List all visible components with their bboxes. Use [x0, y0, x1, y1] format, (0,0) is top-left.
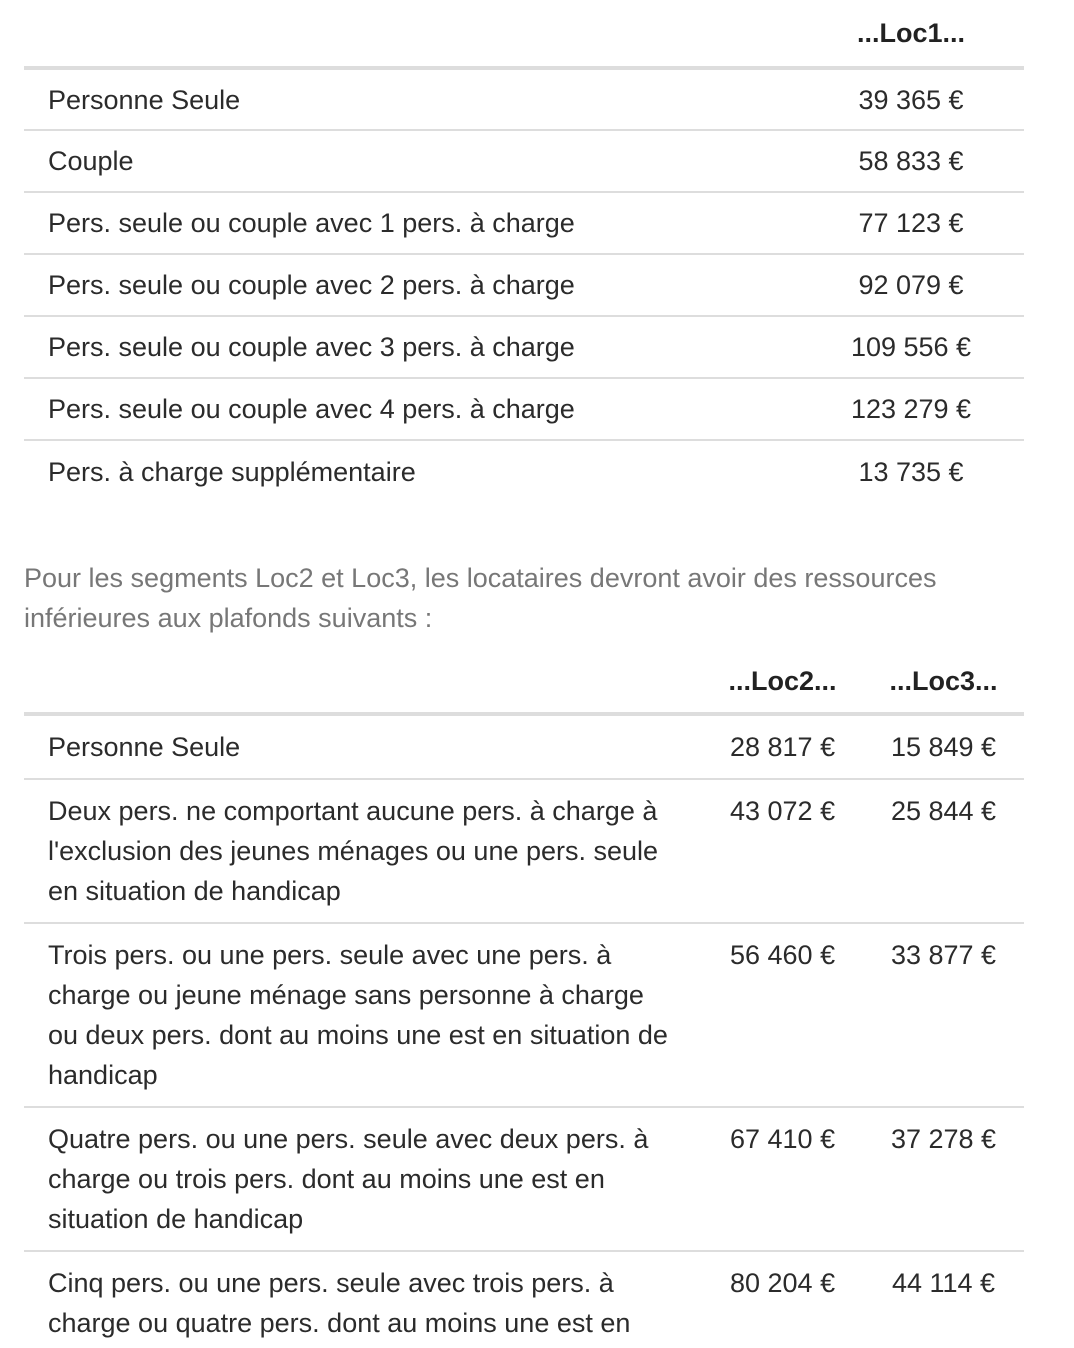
household-label-text: Deux pers. ne comportant aucune pers. à charge à l'exclusion des jeunes ménages ou une pers. seule en situation de handicap [48, 796, 659, 906]
table-row [24, 130, 1024, 192]
household-label [24, 1107, 702, 1251]
household-label [24, 1251, 702, 1348]
table-row [24, 1251, 1024, 1348]
household-label: Pers. à charge supplémentaire [48, 456, 416, 487]
loc2-value: 43 072 € [702, 779, 863, 923]
empty-header-cell [24, 652, 702, 714]
loc2-column-header: ...Loc2... [702, 652, 863, 714]
loc1-income-table [24, 0, 1024, 502]
intro-paragraph: Pour les segments Loc2 et Loc3, les locataires devront avoir des ressources inférieures aux plafonds suivants : [24, 563, 937, 633]
table-row [24, 192, 1024, 254]
loc2-value: 56 460 € [702, 923, 863, 1107]
table-row [24, 316, 1024, 378]
loc2-value: 67 410 € [702, 1107, 863, 1251]
table-row [24, 714, 1024, 779]
household-label-text: Quatre pers. ou une pers. seule avec deux pers. à charge ou trois pers. dont au moins une est en situation de handicap [48, 1124, 649, 1234]
table-row [24, 440, 1024, 502]
loc1-value: 123 279 € [798, 378, 1024, 440]
loc3-value: 33 877 € [863, 923, 1024, 1107]
household-label-text: Trois pers. ou une pers. seule avec une pers. à charge ou jeune ménage sans personne à charge ou deux pers. dont au moins une est en situation de handicap [48, 940, 668, 1090]
loc2-value: 80 204 € [702, 1251, 863, 1348]
loc3-value: 25 844 € [863, 779, 1024, 923]
table-row [24, 378, 1024, 440]
table-row [24, 923, 1024, 1107]
loc1-value: 92 079 € [798, 254, 1024, 316]
household-label: Pers. seule ou couple avec 4 pers. à charge [24, 378, 798, 440]
household-label [24, 714, 702, 779]
loc3-value: 37 278 € [863, 1107, 1024, 1251]
loc1-value: 109 556 € [798, 316, 1024, 378]
household-label-text: Personne Seule [48, 732, 241, 762]
table-header-row [24, 0, 1024, 68]
empty-header-cell [24, 0, 798, 68]
table-header-row [24, 652, 1024, 714]
household-label-text: Cinq pers. ou une pers. seule avec trois pers. à charge ou quatre pers. dont au moins une est en [48, 1268, 631, 1338]
loc3-value: 15 849 € [863, 714, 1024, 779]
household-label: Pers. seule ou couple avec 1 pers. à charge [24, 192, 798, 254]
loc1-column-header: ...Loc1... [798, 0, 1024, 68]
loc2-value: 28 817 € [702, 714, 863, 779]
loc1-value: 58 833 € [798, 130, 1024, 192]
household-label: Pers. seule ou couple avec 3 pers. à charge [24, 316, 798, 378]
table-row [24, 1107, 1024, 1251]
table-row [24, 779, 1024, 923]
household-label: Personne Seule [24, 68, 798, 130]
table-row [24, 254, 1024, 316]
loc3-column-header: ...Loc3... [863, 652, 1024, 714]
household-label: Pers. seule ou couple avec 2 pers. à charge [24, 254, 798, 316]
household-label: Couple [24, 130, 798, 192]
household-label [24, 779, 702, 923]
household-label [24, 923, 702, 1107]
loc3-value: 44 114 € [863, 1251, 1024, 1348]
loc2-loc3-income-table [24, 652, 1024, 1348]
loc1-value: 13 735 € [858, 456, 964, 487]
loc1-value: 77 123 € [798, 192, 1024, 254]
loc1-value: 39 365 € [798, 68, 1024, 130]
table-row [24, 68, 1024, 130]
